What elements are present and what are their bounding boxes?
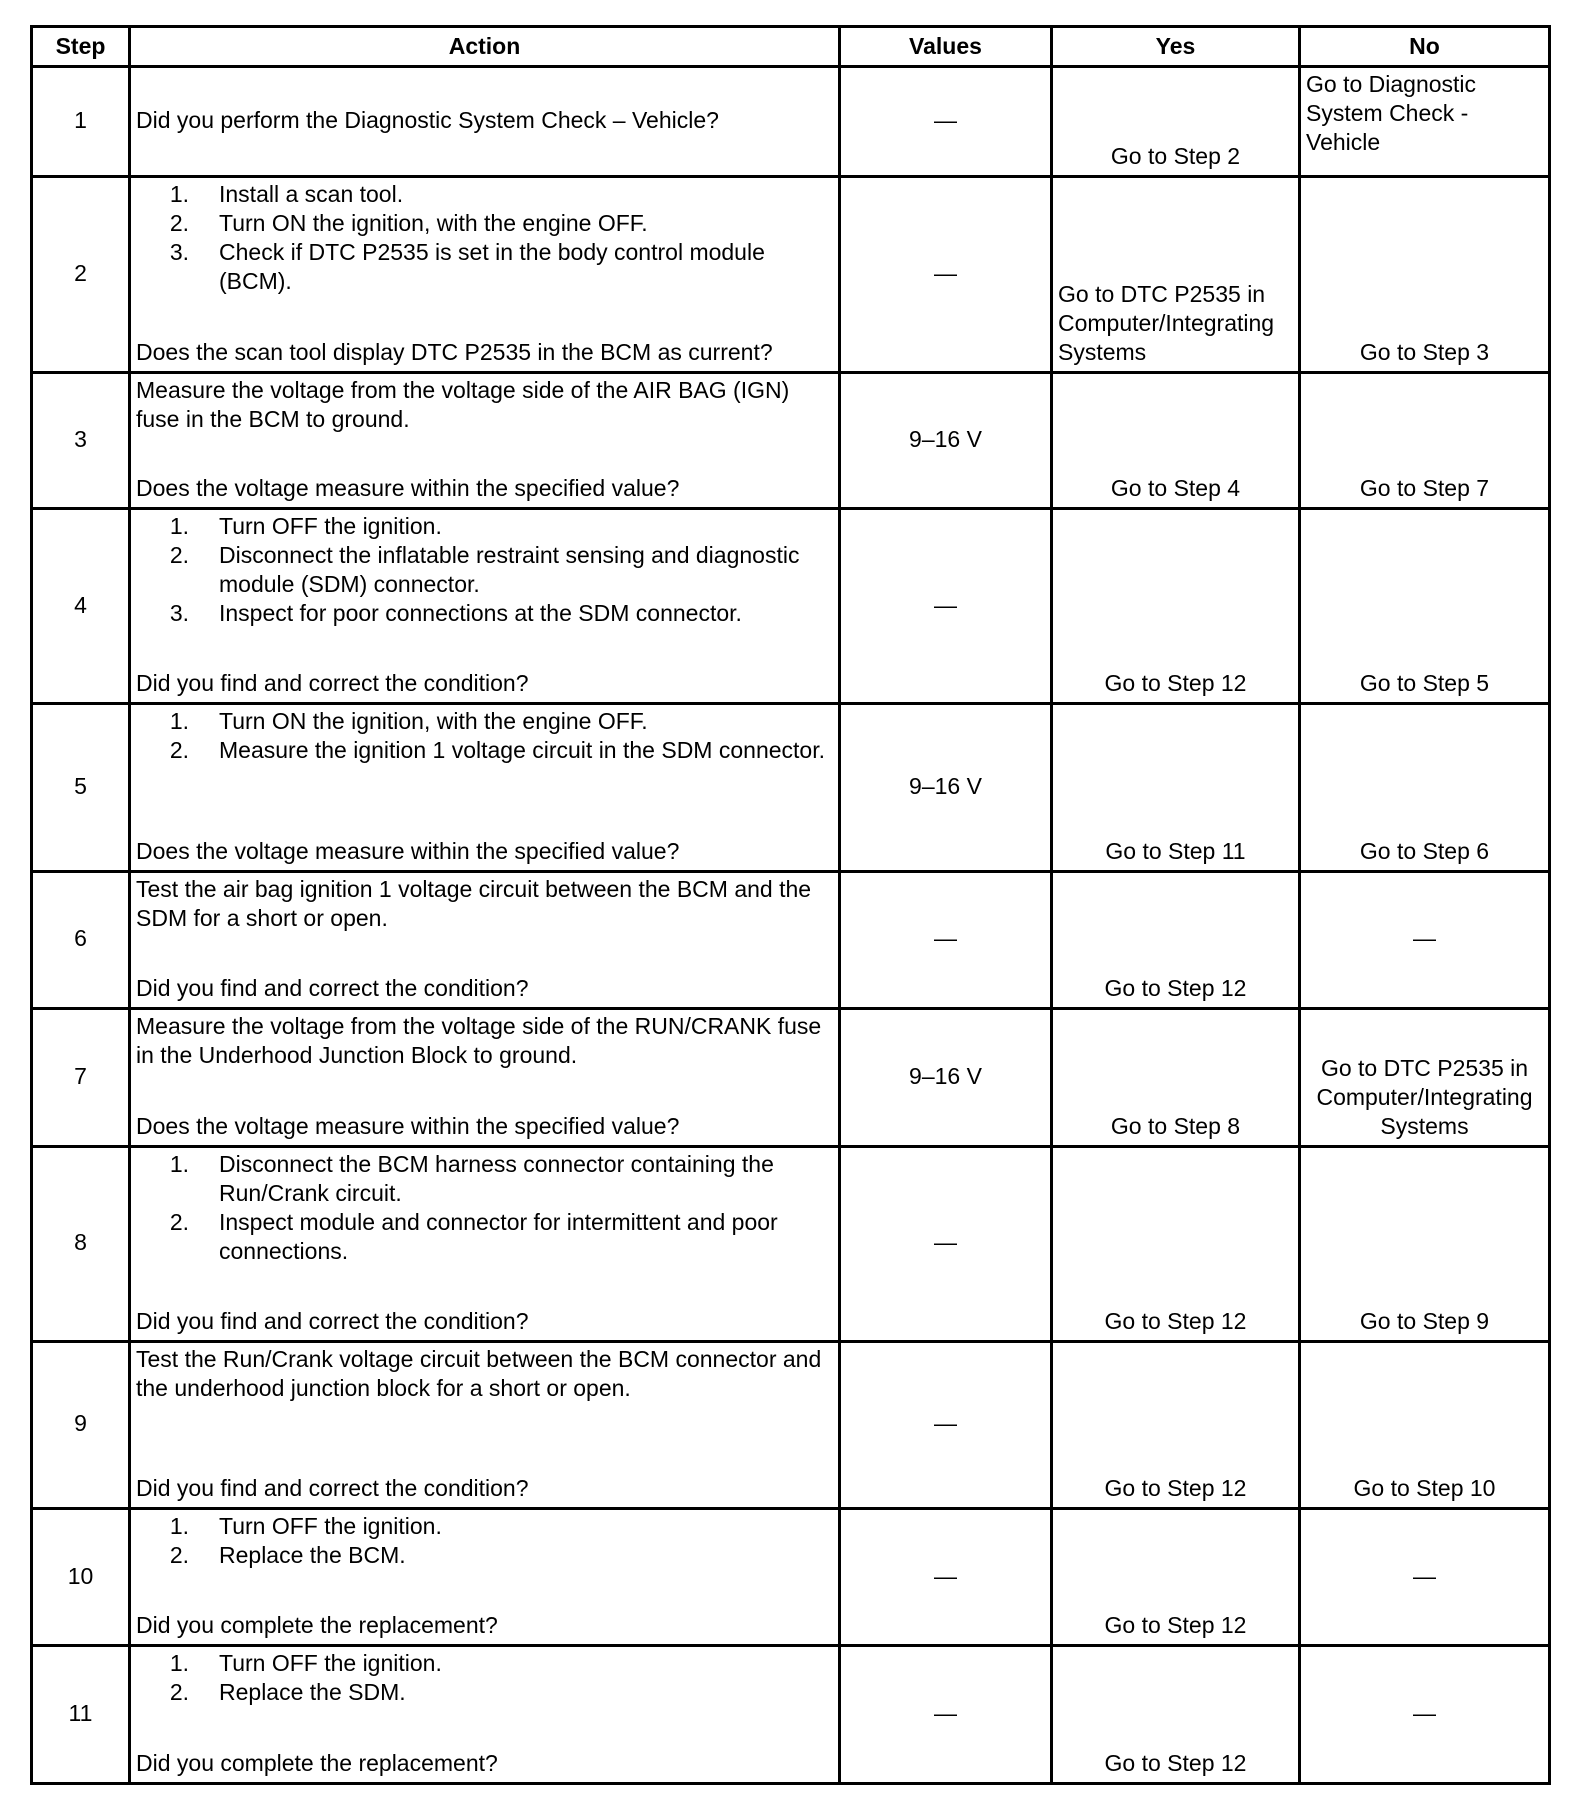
action-cell: [130, 1146, 840, 1341]
table-row: [32, 373, 1550, 509]
yes-cell: Go to Step 12: [1052, 1341, 1300, 1508]
step-number: 8: [32, 1146, 130, 1341]
no-cell: —: [1300, 1508, 1550, 1646]
action-cell: [130, 704, 840, 871]
action-cell: [130, 1009, 840, 1147]
values-cell: 9–16 V: [840, 1009, 1052, 1147]
no-cell: Go to Step 6: [1300, 704, 1550, 871]
substep: 2. Inspect module and connector for intermittent and poor connections.: [169, 1208, 778, 1264]
values-cell: 9–16 V: [840, 373, 1052, 509]
header-yes: Yes: [1052, 27, 1300, 67]
header-step: Step: [32, 27, 130, 67]
yes-cell: Go to Step 12: [1052, 1508, 1300, 1646]
action-text: Measure the voltage from the voltage side of the RUN/CRANK fuse in the Underhood Junction Block to ground.: [136, 1013, 822, 1069]
step-number: 2: [32, 177, 130, 373]
action-cell: [130, 509, 840, 704]
table-row: [32, 1646, 1550, 1784]
action-cell: [130, 177, 840, 373]
substep: 2. Turn ON the ignition, with the engine OFF.: [169, 210, 648, 237]
action-question: Did you find and correct the condition?: [136, 975, 529, 1002]
action-text: Test the air bag ignition 1 voltage circuit between the BCM and the SDM for a short or open.: [136, 875, 812, 931]
step-number: 10: [32, 1508, 130, 1646]
yes-cell: Go to Step 4: [1052, 373, 1300, 509]
action-cell: [130, 1646, 840, 1784]
action-question: Did you find and correct the condition?: [136, 670, 529, 697]
action-question: Did you perform the Diagnostic System Check – Vehicle?: [136, 107, 719, 134]
header-values: Values: [840, 27, 1052, 67]
table-row: [32, 704, 1550, 871]
no-cell: Go to Step 3: [1300, 177, 1550, 373]
no-cell: Go to Step 5: [1300, 509, 1550, 704]
substep: 1. Turn ON the ignition, with the engine OFF.: [169, 708, 648, 735]
yes-cell: Go to Step 12: [1052, 1146, 1300, 1341]
step-number: 3: [32, 373, 130, 509]
values-cell: —: [840, 177, 1052, 373]
substep: 1. Turn OFF the ignition.: [169, 1650, 442, 1677]
substep-list: [136, 1649, 833, 1707]
no-cell: Go to Step 9: [1300, 1146, 1550, 1341]
no-cell: Go to Step 10: [1300, 1341, 1550, 1508]
substep-list: [136, 1150, 833, 1266]
values-cell: —: [840, 871, 1052, 1009]
substep: 3. Inspect for poor connections at the SDM connector.: [169, 600, 742, 627]
no-cell: Go to Step 7: [1300, 373, 1550, 509]
yes-cell: Go to Step 12: [1052, 509, 1300, 704]
action-question: Does the voltage measure within the specified value?: [136, 475, 680, 502]
action-text: Measure the voltage from the voltage side of the AIR BAG (IGN) fuse in the BCM to ground.: [136, 377, 790, 433]
substep: 2. Measure the ignition 1 voltage circuit in the SDM connector.: [169, 737, 825, 764]
header-row: [32, 27, 1550, 67]
step-number: 5: [32, 704, 130, 871]
action-question: Does the voltage measure within the specified value?: [136, 837, 680, 864]
table-row: [32, 177, 1550, 373]
header-no: No: [1300, 27, 1550, 67]
table-row: [32, 509, 1550, 704]
step-number: 11: [32, 1646, 130, 1784]
yes-cell: Go to Step 2: [1052, 67, 1300, 177]
step-number: 7: [32, 1009, 130, 1147]
no-cell: Go to DTC P2535 in Computer/Integrating Systems: [1300, 1009, 1550, 1147]
action-cell: [130, 1341, 840, 1508]
action-cell: [130, 1508, 840, 1646]
substep: 2. Disconnect the inflatable restraint sensing and diagnostic module (SDM) connector.: [169, 542, 800, 598]
table-row: [32, 1341, 1550, 1508]
substep-list: [136, 512, 833, 628]
substep: 2. Replace the BCM.: [169, 1541, 406, 1568]
action-cell: [130, 871, 840, 1009]
yes-cell: Go to Step 12: [1052, 871, 1300, 1009]
substep: 1. Turn OFF the ignition.: [169, 513, 442, 540]
substep: 3. Check if DTC P2535 is set in the body control module (BCM).: [169, 239, 765, 295]
action-cell: [130, 373, 840, 509]
action-question: Does the scan tool display DTC P2535 in the BCM as current?: [136, 339, 773, 366]
no-cell: —: [1300, 871, 1550, 1009]
substep: 1. Install a scan tool.: [169, 181, 404, 208]
step-number: 6: [32, 871, 130, 1009]
values-cell: —: [840, 1508, 1052, 1646]
yes-cell: Go to Step 12: [1052, 1646, 1300, 1784]
action-question: Did you find and correct the condition?: [136, 1474, 529, 1501]
table-row: [32, 1009, 1550, 1147]
substep-list: [136, 1512, 833, 1570]
substep: 1. Disconnect the BCM harness connector containing the Run/Crank circuit.: [169, 1150, 774, 1206]
values-cell: —: [840, 509, 1052, 704]
action-question: Does the voltage measure within the specified value?: [136, 1112, 680, 1139]
action-question: Did you complete the replacement?: [136, 1750, 498, 1776]
action-question: Did you find and correct the condition?: [136, 1307, 529, 1334]
table-row: [32, 1508, 1550, 1646]
no-cell: —: [1300, 1646, 1550, 1784]
yes-cell: Go to DTC P2535 in Computer/Integrating Systems: [1052, 177, 1300, 373]
values-cell: 9–16 V: [840, 704, 1052, 871]
step-number: 9: [32, 1341, 130, 1508]
table-row: [32, 871, 1550, 1009]
no-cell: Go to Diagnostic System Check - Vehicle: [1300, 67, 1550, 177]
substep: 2. Replace the SDM.: [169, 1679, 406, 1706]
yes-cell: Go to Step 11: [1052, 704, 1300, 871]
substep-list: [136, 180, 833, 296]
diagnostic-table: [30, 25, 1551, 1785]
substep: 1. Turn OFF the ignition.: [169, 1512, 442, 1539]
step-number: 1: [32, 67, 130, 177]
values-cell: —: [840, 1341, 1052, 1508]
step-number: 4: [32, 509, 130, 704]
values-cell: —: [840, 67, 1052, 177]
table-row: [32, 1146, 1550, 1341]
action-text: Test the Run/Crank voltage circuit between the BCM connector and the underhood junction block for a short or open.: [136, 1345, 822, 1401]
action-question: Did you complete the replacement?: [136, 1612, 498, 1639]
substep-list: [136, 707, 833, 765]
action-cell: [130, 67, 840, 177]
table-row: [32, 67, 1550, 177]
yes-cell: Go to Step 8: [1052, 1009, 1300, 1147]
values-cell: —: [840, 1146, 1052, 1341]
values-cell: —: [840, 1646, 1052, 1784]
header-action: Action: [130, 27, 840, 67]
